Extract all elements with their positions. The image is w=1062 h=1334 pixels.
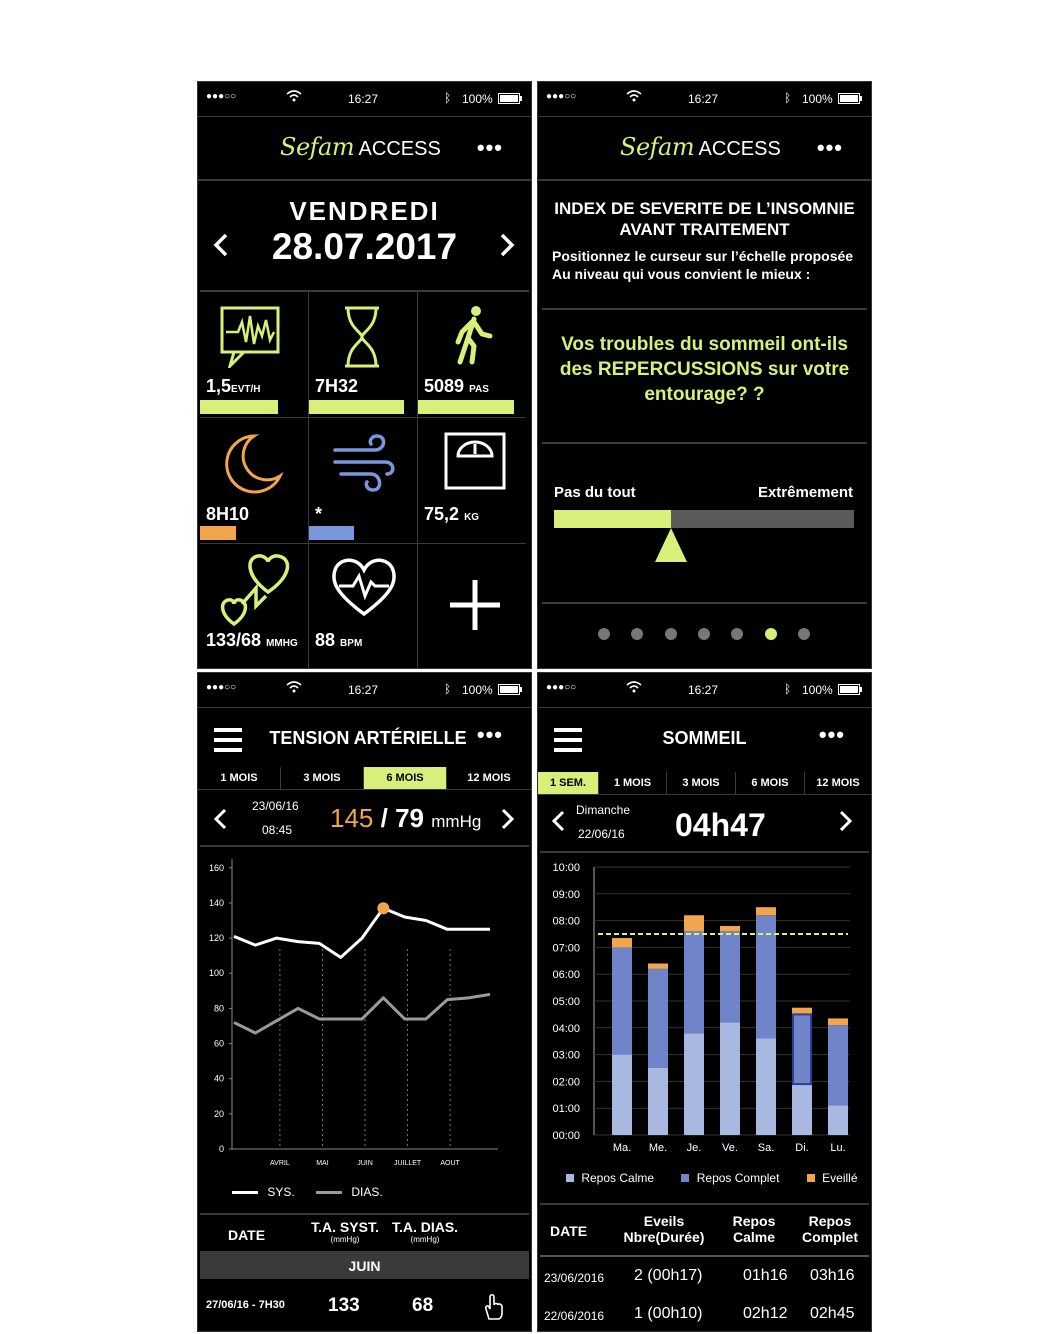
pressure-unit: mmHg	[431, 812, 482, 831]
night-date: 22/06/16	[578, 827, 625, 841]
x-tick-label: Ve.	[722, 1142, 738, 1154]
table-header	[538, 1211, 871, 1251]
blood-pressure-hearts-icon	[216, 548, 300, 628]
reading-time: 08:45	[262, 823, 293, 837]
more-options-button[interactable]: •••	[818, 722, 845, 747]
dia-series-line	[234, 994, 490, 1033]
tab-3-months[interactable]: 3 MOIS	[667, 772, 736, 794]
y-tick-label: 05:00	[552, 996, 580, 1008]
y-tick-label: 02:00	[552, 1076, 580, 1089]
app-header	[198, 117, 531, 181]
selected-point	[377, 902, 389, 914]
tile-unit: EVT/H	[231, 384, 261, 395]
day-title: VENDREDI	[289, 196, 440, 226]
row-eveils: 2 (00h17)	[634, 1267, 703, 1284]
previous-night-button[interactable]	[550, 809, 566, 838]
bar-segment	[684, 931, 704, 1033]
tile-unit: KG	[464, 512, 480, 523]
sleep-duration: 04h47	[675, 807, 766, 843]
plus-icon	[448, 578, 502, 632]
y-tick-label: 160	[208, 862, 224, 873]
tile-respiration[interactable]	[309, 418, 418, 544]
row-eveils: 1 (00h10)	[634, 1305, 703, 1322]
scale-icon	[444, 432, 506, 490]
reading-date: 23/06/16	[252, 799, 299, 813]
tile-value: 8H10	[206, 504, 250, 524]
scale-min-label: Pas du tout	[554, 484, 636, 501]
page-dot[interactable]	[631, 628, 643, 640]
legend-swatch-complet	[681, 1174, 689, 1182]
chevron-left-icon	[212, 232, 230, 258]
row-complet: 03h16	[810, 1267, 855, 1284]
scale-max-label: Extrêmement	[757, 484, 853, 501]
chevron-left-icon	[212, 807, 228, 831]
row-date: 23/06/2016	[544, 1271, 605, 1285]
app-header	[538, 708, 871, 770]
progress-bar	[418, 400, 514, 414]
tile-sleep-time[interactable]	[309, 292, 418, 418]
x-tick-label: JUILLET	[393, 1160, 422, 1167]
status-bar	[198, 673, 531, 708]
app-logo: Sefam ACCESS	[280, 133, 441, 161]
tab-12-months[interactable]: 12 MOIS	[816, 777, 860, 789]
wifi-icon	[626, 90, 642, 105]
divider	[540, 851, 869, 853]
tab-3-months[interactable]: 3 MOIS	[281, 767, 364, 789]
tab-1-week[interactable]: 1 SEM.	[538, 772, 599, 794]
page-dot[interactable]	[765, 628, 777, 640]
legend-label-calme: Repos Calme	[581, 1171, 655, 1185]
bar-segment	[720, 931, 740, 1022]
y-tick-label: 80	[213, 1003, 224, 1014]
col-repos-complet: Repos Complet	[802, 1213, 858, 1245]
legend-label-dia: DIAS.	[351, 1185, 383, 1199]
x-tick-label: JUIN	[357, 1160, 373, 1167]
next-day-button[interactable]	[498, 232, 516, 266]
bar-segment	[792, 1014, 812, 1084]
bar-segment	[828, 1106, 848, 1135]
y-tick-label: 10:00	[552, 862, 580, 874]
app-header	[538, 117, 871, 181]
tile-blood-pressure[interactable]	[200, 544, 309, 669]
col-dia: T.A. DIAS. (mmHg)	[391, 1219, 459, 1244]
legend-label-sys: SYS.	[267, 1185, 295, 1199]
battery-icon	[838, 684, 860, 695]
table-row[interactable]	[538, 1263, 871, 1293]
sleep-chart	[538, 855, 871, 1155]
screen-sleep	[537, 672, 872, 1332]
status-time: 16:27	[688, 92, 719, 106]
add-metric-button[interactable]	[418, 544, 526, 669]
status-bar	[538, 673, 871, 708]
chevron-right-icon	[498, 232, 516, 258]
tab-1-month[interactable]: 1 MOIS	[599, 772, 667, 794]
y-tick-label: 00:00	[552, 1130, 580, 1142]
tile-unit: MMHG	[266, 638, 298, 649]
legend-label-eveille: Eveillé	[822, 1171, 858, 1185]
signal-strength: ●●●○○	[206, 91, 237, 102]
bluetooth-icon: ᛒ	[784, 91, 792, 105]
tile-value: 7H32	[315, 376, 359, 396]
y-tick-label: 100	[208, 968, 224, 979]
battery-level: 100%	[462, 683, 493, 697]
chart-legend	[232, 1185, 383, 1199]
x-tick-label: MAI	[316, 1160, 329, 1167]
row-calme: 02h12	[743, 1305, 788, 1322]
col-date: DATE	[228, 1227, 266, 1243]
chevron-right-icon	[838, 809, 854, 833]
row-complet: 02h45	[810, 1305, 855, 1322]
legend-swatch-sys	[232, 1191, 258, 1194]
previous-reading-button[interactable]	[212, 807, 228, 836]
table-row[interactable]	[538, 1301, 871, 1331]
metrics-grid	[200, 290, 529, 669]
wind-icon	[331, 432, 397, 494]
divider	[542, 602, 867, 604]
tile-unit: PAS	[469, 384, 489, 395]
battery-level: 100%	[802, 683, 833, 697]
col-date: DATE	[550, 1223, 588, 1239]
question-text: Vos troubles du sommeil ont-ils des REPERCUSSIONS sur votre entourage? ?	[559, 334, 850, 405]
tab-6-months[interactable]: 6 MOIS	[364, 767, 447, 789]
tile-steps[interactable]	[418, 292, 526, 418]
y-tick-label: 09:00	[552, 888, 580, 901]
signal-strength: ●●●○○	[206, 682, 237, 693]
y-tick-label: 0	[218, 1144, 224, 1154]
next-reading-button[interactable]	[500, 807, 516, 836]
divider	[540, 1255, 869, 1257]
legend-label-complet: Repos Complet	[696, 1171, 780, 1185]
divider	[200, 845, 529, 847]
sys-series-line	[234, 908, 490, 957]
y-tick-label: 140	[208, 897, 224, 908]
y-tick-label: 60	[213, 1038, 224, 1049]
progress-bar	[309, 400, 404, 414]
bar-segment	[756, 907, 776, 915]
x-tick-label: Lu.	[830, 1142, 846, 1154]
tile-sleep-duration[interactable]	[200, 418, 309, 544]
row-date: 27/06/16 - 7H30	[206, 1299, 285, 1311]
row-sys: 133	[328, 1295, 360, 1316]
bar-segment	[792, 1084, 812, 1135]
table-row[interactable]	[198, 1285, 531, 1325]
tile-weight[interactable]	[418, 418, 526, 544]
tile-value: 133/68	[206, 630, 262, 650]
col-eveils: Eveils Nbre(Durée)	[623, 1213, 705, 1245]
legend-swatch-calme	[566, 1174, 574, 1182]
tab-6-months[interactable]: 6 MOIS	[736, 772, 805, 794]
bar-segment	[756, 1039, 776, 1135]
page-dot[interactable]	[731, 628, 743, 640]
reading-value	[330, 803, 481, 834]
page-dot[interactable]	[598, 628, 610, 640]
divider	[542, 442, 867, 444]
tile-value: 75,2	[424, 504, 460, 524]
tile-unit: BPM	[340, 638, 363, 649]
tile-events-per-hour[interactable]	[200, 292, 309, 418]
period-tabs	[538, 772, 871, 795]
bluetooth-icon: ᛒ	[444, 682, 452, 696]
app-logo: Sefam ACCESS	[620, 133, 781, 161]
bar-segment	[684, 915, 704, 931]
status-bar	[538, 82, 871, 117]
y-tick-label: 06:00	[552, 969, 580, 982]
previous-day-button[interactable]	[212, 232, 230, 266]
x-tick-label: AVRIL	[270, 1160, 290, 1167]
bluetooth-icon: ᛒ	[784, 682, 792, 696]
tile-value: 1,5	[206, 376, 232, 396]
x-tick-label: Sa.	[757, 1142, 775, 1154]
chevron-left-icon	[550, 809, 566, 833]
y-tick-label: 20	[213, 1108, 224, 1119]
battery-icon	[838, 93, 860, 104]
wifi-icon	[626, 681, 642, 696]
divider	[540, 1203, 869, 1205]
ecg-monitor-icon	[220, 306, 280, 368]
tap-hand-icon[interactable]	[482, 1293, 504, 1321]
value-separator: /	[380, 803, 388, 833]
x-tick-label: AOUT	[440, 1160, 460, 1167]
bar-segment	[648, 969, 668, 1068]
tile-value: 5089	[424, 376, 465, 396]
severity-slider[interactable]	[554, 510, 854, 528]
page-title: SOMMEIL	[662, 728, 747, 748]
questionnaire-title: INDEX DE SEVERITE DE L’INSOMNIE AVANT TRAITEMENT	[554, 199, 855, 239]
status-bar	[198, 82, 531, 117]
status-time: 16:27	[348, 92, 379, 106]
walking-person-icon	[452, 304, 494, 366]
bar-segment	[612, 1055, 632, 1135]
slider-cursor-icon[interactable]	[655, 528, 687, 562]
screen-blood-pressure	[197, 672, 532, 1332]
legend-swatch-dia	[316, 1191, 342, 1194]
night-day: Dimanche	[576, 803, 631, 817]
col-sys: T.A. SYST. (mmHg)	[311, 1219, 379, 1244]
wifi-icon	[286, 681, 302, 696]
screen-dashboard	[197, 81, 532, 669]
bar-segment	[612, 938, 632, 947]
wifi-icon	[286, 90, 302, 105]
divider	[200, 1213, 529, 1215]
page-dot[interactable]	[798, 628, 810, 640]
chart-legend	[566, 1171, 866, 1185]
y-tick-label: 01:00	[552, 1103, 580, 1116]
tab-12-months[interactable]: 12 MOIS	[467, 772, 511, 784]
bar-segment	[720, 926, 740, 931]
tile-value: 88	[315, 630, 336, 650]
status-time: 16:27	[348, 683, 379, 697]
y-tick-label: 08:00	[552, 915, 580, 928]
progress-bar	[200, 526, 236, 540]
status-time: 16:27	[688, 683, 719, 697]
col-repos-calme: Repos Calme	[732, 1213, 776, 1245]
questionnaire-instructions: Positionnez le curseur sur l’échelle proposée Au niveau qui vous convient le mieux :	[552, 248, 854, 282]
more-options-button[interactable]: •••	[476, 135, 503, 160]
hourglass-icon	[343, 306, 381, 368]
signal-strength: ●●●○○	[546, 682, 577, 693]
heart-pulse-icon	[329, 554, 399, 618]
table-header	[198, 1217, 531, 1251]
chevron-right-icon	[500, 807, 516, 831]
blood-pressure-chart	[198, 849, 531, 1179]
more-options-button[interactable]: •••	[816, 135, 843, 160]
y-tick-label: 40	[213, 1073, 224, 1084]
x-tick-label: Je.	[686, 1142, 702, 1154]
signal-strength: ●●●○○	[546, 91, 577, 102]
next-night-button[interactable]	[838, 809, 854, 838]
slider-fill	[554, 510, 671, 528]
x-tick-label: Ma.	[612, 1142, 632, 1154]
y-tick-label: 03:00	[552, 1049, 580, 1062]
diastolic-value: 79	[395, 803, 425, 833]
more-options-button[interactable]: •••	[476, 722, 503, 747]
x-tick-label: Di.	[795, 1142, 809, 1154]
progress-bar	[309, 526, 354, 540]
period-tabs	[198, 767, 531, 790]
progress-bar	[200, 400, 278, 414]
month-header: JUIN	[200, 1253, 529, 1279]
tab-1-month[interactable]: 1 MOIS	[198, 767, 281, 789]
bar-segment	[828, 1018, 848, 1025]
page-title: TENSION ARTÉRIELLE	[269, 728, 467, 748]
bar-segment	[720, 1022, 740, 1135]
battery-icon	[498, 684, 520, 695]
x-tick-label: Me.	[648, 1142, 668, 1154]
bar-segment	[792, 1008, 812, 1015]
row-date: 22/06/2016	[544, 1309, 605, 1323]
row-calme: 01h16	[743, 1267, 788, 1284]
row-dia: 68	[412, 1295, 434, 1316]
tile-value: *	[315, 504, 323, 524]
screen-insomnia-index	[537, 81, 872, 669]
divider	[542, 308, 867, 310]
battery-icon	[498, 93, 520, 104]
y-tick-label: 120	[208, 933, 224, 944]
page-dot[interactable]	[698, 628, 710, 640]
bar-segment	[684, 1033, 704, 1135]
bar-segment	[648, 1068, 668, 1135]
page-dot[interactable]	[665, 628, 677, 640]
battery-level: 100%	[462, 92, 493, 106]
moon-icon	[224, 432, 284, 494]
legend-swatch-eveille	[807, 1174, 815, 1182]
y-tick-label: 07:00	[552, 942, 580, 955]
y-tick-label: 04:00	[552, 1022, 580, 1035]
bar-segment	[648, 963, 668, 968]
battery-level: 100%	[802, 92, 833, 106]
bluetooth-icon: ᛒ	[444, 91, 452, 105]
bar-segment	[828, 1025, 848, 1105]
date-title: 28.07.2017	[271, 226, 458, 267]
app-header	[198, 708, 531, 768]
systolic-value: 145	[330, 803, 374, 833]
tile-heart-rate[interactable]	[309, 544, 418, 669]
bar-segment	[612, 947, 632, 1054]
